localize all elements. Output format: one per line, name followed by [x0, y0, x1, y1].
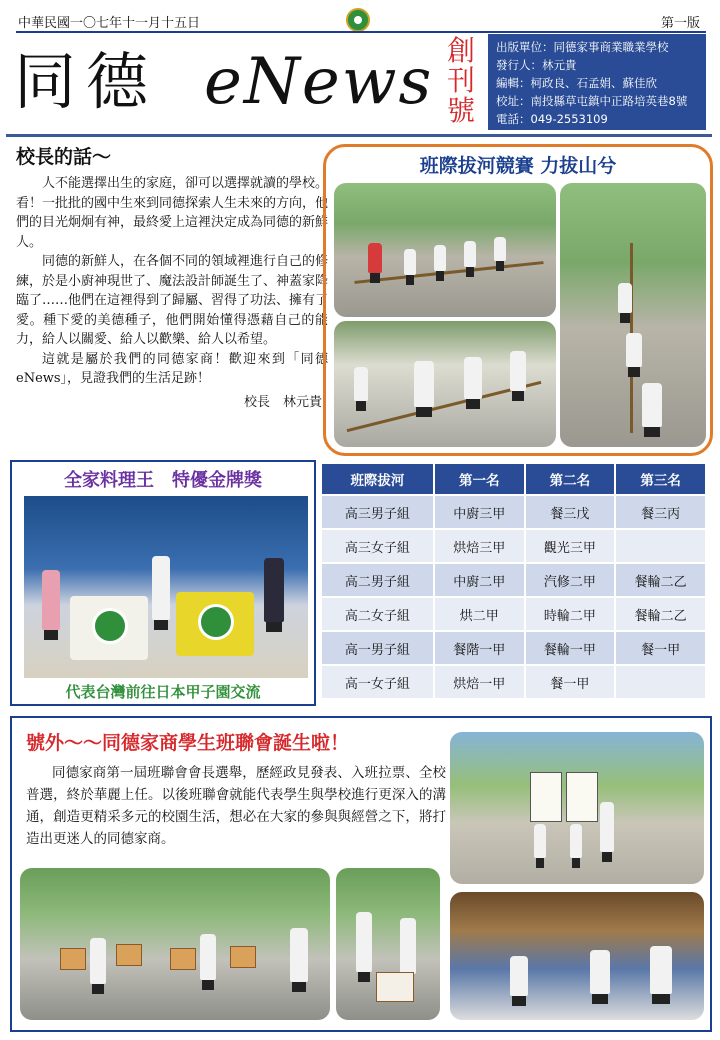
voting-photo-2 [336, 868, 440, 1020]
tug-of-war-panel [323, 144, 713, 456]
table-row [322, 564, 705, 596]
tug-of-war-photo-2 [560, 183, 706, 447]
table-cell [616, 666, 705, 698]
table-row [322, 530, 705, 562]
table-cell: 烘焙三甲 [435, 530, 524, 562]
table-cell: 高一男子組 [322, 632, 433, 664]
publisher-line: 校址：南投縣草屯鎮中正路培英巷8號 [496, 94, 688, 108]
table-row [322, 666, 705, 698]
top-rule [16, 31, 706, 33]
cooking-award-title: 全家料理王 特優金牌獎 [64, 470, 262, 491]
column-header: 第一名 [435, 464, 524, 494]
table-cell: 高三女子組 [322, 530, 433, 562]
meeting-photo [450, 892, 704, 1020]
principal-paragraph: 人不能選擇出生的家庭，卻可以選擇就讀的學校。看！一批批的國中生來到同德探索人生未來的方向，他們的目光炯炯有神，最終愛上這裡決定成為同德的新鮮人。 [16, 176, 329, 250]
tug-of-war-title: 班際拔河競賽 力拔山兮 [419, 155, 617, 177]
principal-paragraph: 同德的新鮮人，在各個不同的領域裡進行自己的修練，於是小廚神現世了、魔法設計師誕生了、神蓋家降臨了……他們在這裡得到了歸屬、習得了功法、擁有了愛。種下愛的美德種子，他們開始懂得憑藉自己的能力，給人以關愛、給人以歡樂、給人以希望。 [16, 254, 329, 347]
principal-signature: 校長 林元貴 [243, 394, 322, 410]
principal-title: 校長的話～ [16, 146, 112, 168]
table-cell: 餐階一甲 [435, 632, 524, 664]
special-issue-mark [446, 36, 476, 126]
table-cell: 餐輪二乙 [616, 598, 705, 630]
tug-of-war-photo-3 [334, 321, 556, 447]
voting-photo-1 [20, 868, 330, 1020]
column-header: 班際拔河 [322, 464, 433, 494]
special-issue-char: 刊 [446, 64, 475, 97]
award-ceremony-photo [24, 496, 308, 678]
table-header-row [322, 464, 705, 494]
publisher-info-box [488, 34, 706, 130]
table-cell: 烘焙一甲 [435, 666, 524, 698]
student-council-panel [10, 716, 712, 1032]
table-cell: 觀光三甲 [526, 530, 615, 562]
publisher-line: 出版單位：同德家事商業職業學校 [496, 40, 669, 54]
column-header: 第二名 [526, 464, 615, 494]
principal-body [16, 174, 328, 389]
table-cell: 高二男子組 [322, 564, 433, 596]
table-cell: 中廚二甲 [435, 564, 524, 596]
table-cell: 高一女子組 [322, 666, 433, 698]
student-council-title: 號外～～同德家商學生班聯會誕生啦！ [26, 732, 350, 754]
student-council-body [26, 762, 446, 850]
principal-message [16, 144, 328, 454]
publisher-line: 電話：049-2553109 [496, 112, 608, 126]
table-cell: 汽修二甲 [526, 564, 615, 596]
table-cell: 時輪二甲 [526, 598, 615, 630]
masthead [14, 42, 434, 122]
column-header: 第三名 [616, 464, 705, 494]
table-cell: 餐輪二乙 [616, 564, 705, 596]
principal-paragraph: 這就是屬於我們的同德家商！歡迎來到「同德eNews」，見證我們的生活足跡！ [16, 351, 328, 386]
table-cell: 餐輪一甲 [526, 632, 615, 664]
publisher-line: 編輯：柯政良、石孟娟、蘇佳欣 [496, 76, 657, 90]
campaign-photo [450, 732, 704, 884]
table-cell: 餐一甲 [616, 632, 705, 664]
tug-of-war-results-table [320, 462, 707, 700]
table-row [322, 598, 705, 630]
table-cell: 中廚三甲 [435, 496, 524, 528]
masthead-english: eNews [204, 45, 434, 119]
table-cell: 餐三戊 [526, 496, 615, 528]
masthead-chinese: 同德 [14, 45, 159, 118]
cooking-award-panel [10, 460, 316, 706]
student-council-paragraph: 同德家商第一屆班聯會會長選舉，歷經政見發表、入班拉票、全校普選，終於華麗上任。以後班聯會就能代表學生與學校進行更深入的溝通，創造更精采多元的校園生活，想必在大家的參與與經營之下，將打造出更迷人的同德家商。 [26, 765, 446, 847]
table-cell: 高二女子組 [322, 598, 433, 630]
cooking-award-caption: 代表台灣前往日本甲子園交流 [65, 683, 261, 701]
special-issue-char: 創 [446, 34, 475, 67]
table-cell: 餐三丙 [616, 496, 705, 528]
special-issue-char: 號 [446, 94, 475, 127]
table-cell [616, 530, 705, 562]
table-cell: 烘二甲 [435, 598, 524, 630]
top-bar [16, 8, 706, 32]
school-emblem-icon [346, 8, 370, 32]
tug-of-war-photo-1 [334, 183, 556, 317]
table-cell: 高三男子組 [322, 496, 433, 528]
issue-date: 中華民國一〇七年十一月十五日 [18, 16, 201, 31]
table-cell: 餐一甲 [526, 666, 615, 698]
table-row [322, 632, 705, 664]
publisher-line: 發行人：林元貴 [496, 58, 577, 72]
edition-label: 第一版 [660, 16, 700, 31]
header-rule [6, 134, 712, 137]
table-row [322, 496, 705, 528]
